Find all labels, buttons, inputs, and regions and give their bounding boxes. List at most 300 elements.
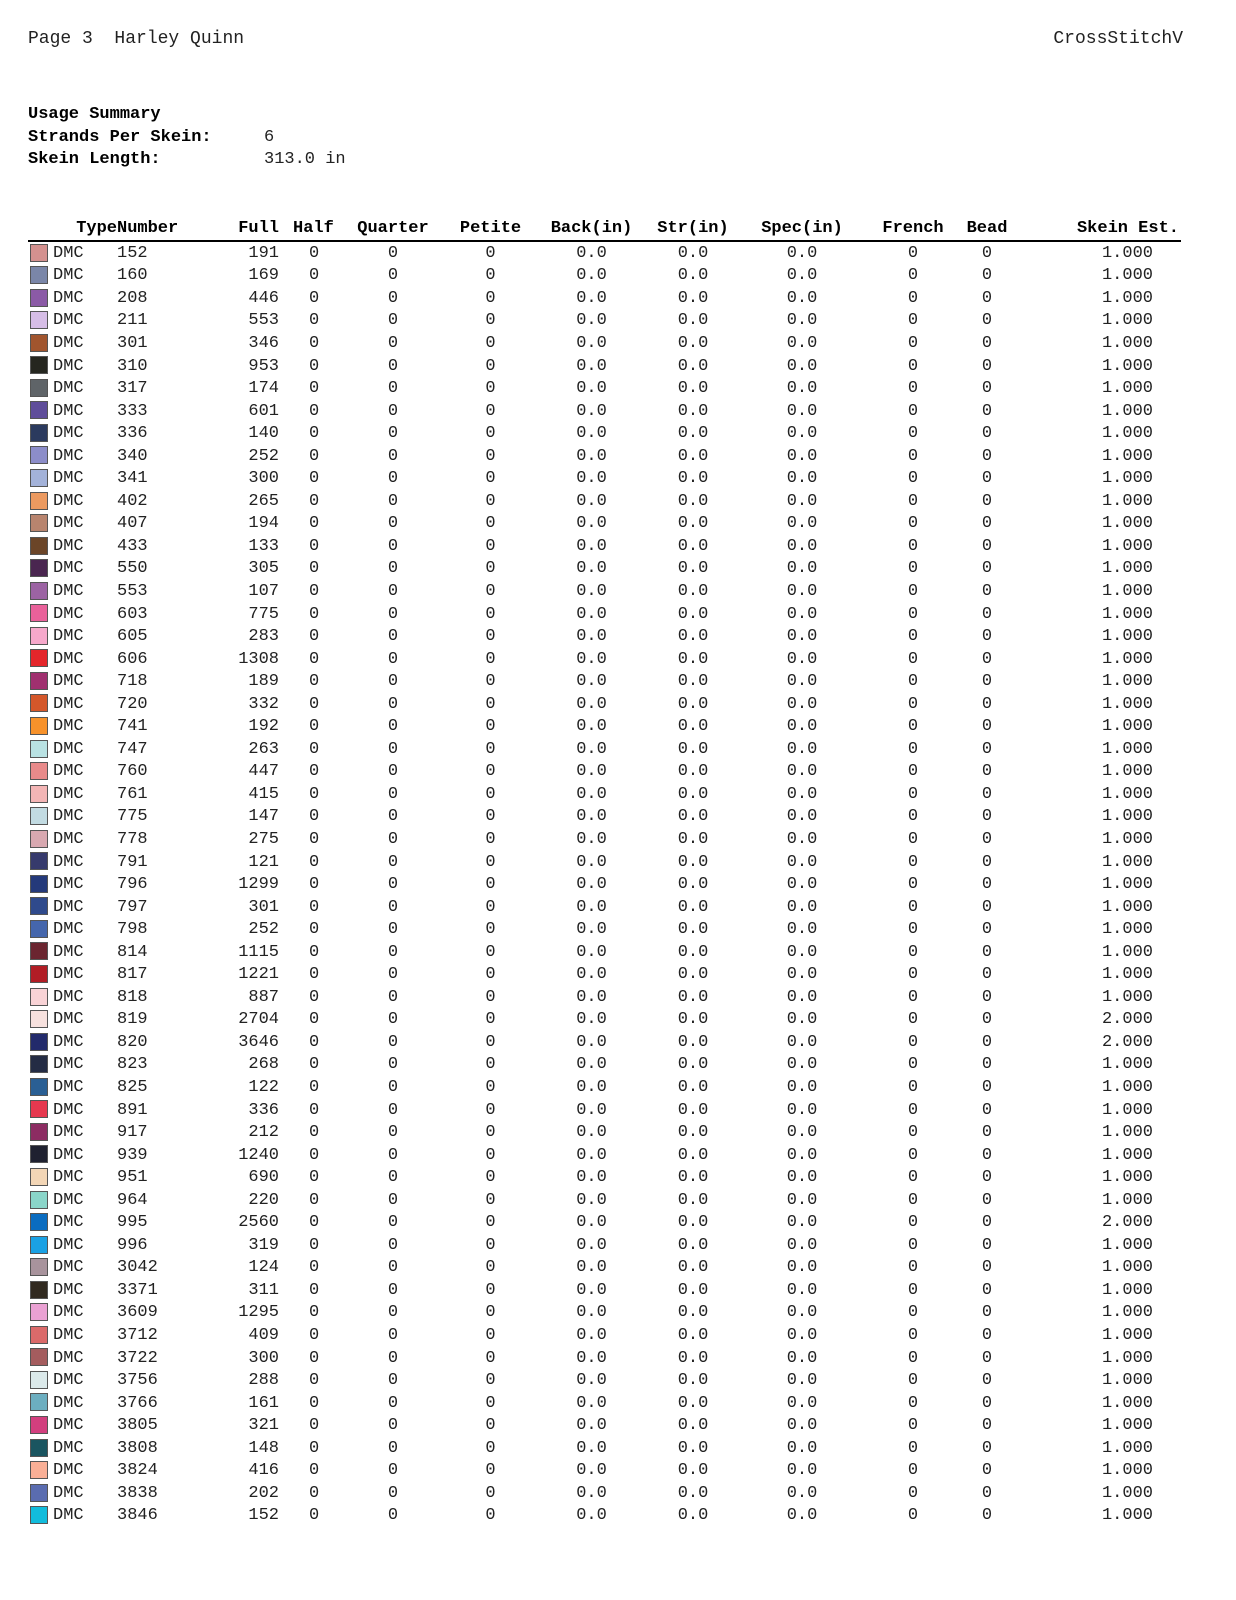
cell-bead: 0 <box>981 852 993 872</box>
color-swatch-icon <box>30 649 48 667</box>
cell-str: 0.0 <box>677 1506 709 1526</box>
cell-full: 202 <box>248 1483 279 1503</box>
cell-number: 301 <box>117 333 148 353</box>
cell-skein-est: 1.000 <box>1101 717 1153 737</box>
cell-quarter: 0 <box>387 1506 399 1526</box>
cell-swatch <box>28 1347 53 1370</box>
cell-petite: 0 <box>485 266 496 286</box>
cell-full: 300 <box>248 1348 279 1368</box>
cell-skein-est: 1.000 <box>1101 942 1153 962</box>
cell-skein-est: 1.000 <box>1101 1078 1153 1097</box>
cell-quarter: 0 <box>387 1213 399 1233</box>
cell-french: 0 <box>907 243 919 263</box>
cell-petite: 0 <box>485 333 496 353</box>
color-swatch-icon <box>30 266 48 284</box>
cell-spec: 0.0 <box>786 1348 818 1368</box>
summary-title: Usage Summary <box>28 105 161 124</box>
cell-spec: 0.0 <box>786 1416 818 1436</box>
cell-petite: 0 <box>485 1100 496 1120</box>
color-swatch-icon <box>30 1033 48 1051</box>
cell-bead: 0 <box>981 1258 993 1278</box>
cell-half: 0 <box>309 784 320 804</box>
cell-half: 0 <box>309 1010 320 1030</box>
cell-str: 0.0 <box>677 987 709 1007</box>
cell-swatch <box>28 670 53 693</box>
cell-petite: 0 <box>485 424 496 444</box>
table-row <box>28 400 1181 423</box>
cell-half: 0 <box>309 311 320 331</box>
color-swatch-icon <box>30 401 48 419</box>
table-row <box>28 828 1181 851</box>
cell-bead: 0 <box>981 424 993 444</box>
cell-bead: 0 <box>981 1123 993 1143</box>
cell-full: 192 <box>248 717 279 737</box>
cell-full: 124 <box>248 1258 279 1278</box>
cell-str: 0.0 <box>677 311 709 331</box>
cell-full: 2704 <box>238 1010 279 1030</box>
cell-full: 121 <box>248 852 279 872</box>
cell-back: 0.0 <box>576 446 607 466</box>
color-swatch-icon <box>30 1078 48 1096</box>
cell-str: 0.0 <box>677 1280 709 1300</box>
color-swatch-icon <box>30 1371 48 1389</box>
cell-type: DMC <box>53 536 84 556</box>
cell-skein-est: 1.000 <box>1101 1483 1153 1503</box>
color-swatch-icon <box>30 988 48 1006</box>
table-row <box>28 1009 1181 1032</box>
cell-bead: 0 <box>981 1100 993 1120</box>
table-header-row <box>28 216 1181 241</box>
cell-spec: 0.0 <box>786 288 818 308</box>
cell-number: 917 <box>117 1123 148 1143</box>
cell-half: 0 <box>309 829 320 849</box>
cell-swatch <box>28 490 53 513</box>
cell-swatch <box>28 625 53 648</box>
cell-half: 0 <box>309 852 320 872</box>
cell-full: 275 <box>248 829 279 849</box>
cell-spec: 0.0 <box>786 852 818 872</box>
cell-quarter: 0 <box>387 942 399 962</box>
cell-bead: 0 <box>981 1326 993 1346</box>
cell-spec: 0.0 <box>786 243 818 263</box>
cell-spec: 0.0 <box>786 1371 818 1391</box>
cell-full: 3646 <box>238 1032 279 1052</box>
cell-type: DMC <box>53 243 84 263</box>
cell-skein-est: 1.000 <box>1101 1461 1153 1481</box>
table-row <box>28 1076 1181 1099</box>
cell-petite: 0 <box>485 875 496 895</box>
cell-petite: 0 <box>485 1483 496 1503</box>
cell-bead: 0 <box>981 333 993 353</box>
cell-petite: 0 <box>485 514 496 534</box>
cell-number: 333 <box>117 401 148 421</box>
table-row <box>28 310 1181 333</box>
cell-swatch <box>28 1212 53 1235</box>
cell-swatch <box>28 1279 53 1302</box>
cell-str: 0.0 <box>677 243 709 263</box>
table-row <box>28 896 1181 919</box>
cell-petite: 0 <box>485 559 496 579</box>
cell-skein-est: 1.000 <box>1101 1438 1153 1458</box>
cell-skein-est: 1.000 <box>1101 356 1153 376</box>
cell-swatch <box>28 1302 53 1325</box>
cell-half: 0 <box>309 1235 320 1255</box>
cell-full: 263 <box>248 739 279 759</box>
cell-spec: 0.0 <box>786 356 818 376</box>
cell-half: 0 <box>309 581 320 601</box>
cell-type: DMC <box>53 559 84 579</box>
cell-half: 0 <box>309 1371 320 1391</box>
cell-swatch <box>28 918 53 941</box>
cell-french: 0 <box>907 333 919 353</box>
cell-full: 148 <box>248 1438 279 1458</box>
cell-half: 0 <box>309 1145 320 1165</box>
cell-bead: 0 <box>981 1416 993 1436</box>
table-row <box>28 445 1181 468</box>
cell-back: 0.0 <box>576 1258 607 1278</box>
cell-skein-est: 1.000 <box>1101 446 1153 466</box>
app-name: CrossStitchV <box>1053 29 1183 49</box>
table-row <box>28 1482 1181 1505</box>
cell-french: 0 <box>907 739 919 759</box>
cell-swatch <box>28 873 53 896</box>
color-swatch-icon <box>30 875 48 893</box>
cell-swatch <box>28 1099 53 1122</box>
table-row <box>28 918 1181 941</box>
cell-type: DMC <box>53 401 84 421</box>
cell-number: 778 <box>117 829 148 849</box>
cell-spec: 0.0 <box>786 266 818 286</box>
cell-number: 823 <box>117 1055 148 1075</box>
cell-full: 301 <box>248 897 279 917</box>
cell-bead: 0 <box>981 1393 993 1413</box>
cell-bead: 0 <box>981 1461 993 1481</box>
cell-skein-est: 1.000 <box>1101 875 1153 895</box>
cell-swatch <box>28 513 53 536</box>
cell-full: 953 <box>248 356 279 376</box>
cell-back: 0.0 <box>576 311 607 331</box>
cell-skein-est: 1.000 <box>1101 1393 1153 1413</box>
cell-quarter: 0 <box>387 1032 399 1052</box>
cell-number: 336 <box>117 424 148 444</box>
color-swatch-icon <box>30 1100 48 1118</box>
cell-french: 0 <box>907 672 919 692</box>
color-swatch-icon <box>30 492 48 510</box>
cell-quarter: 0 <box>387 672 399 692</box>
cell-number: 3042 <box>117 1258 158 1278</box>
cell-bead: 0 <box>981 401 993 421</box>
cell-number: 720 <box>117 694 148 714</box>
cell-spec: 0.0 <box>786 1010 818 1030</box>
cell-back: 0.0 <box>576 424 607 444</box>
cell-swatch <box>28 964 53 987</box>
cell-petite: 0 <box>485 1235 496 1255</box>
cell-back: 0.0 <box>576 1055 607 1075</box>
cell-quarter: 0 <box>387 987 399 1007</box>
cell-swatch <box>28 693 53 716</box>
cell-str: 0.0 <box>677 514 709 534</box>
cell-bead: 0 <box>981 1213 993 1233</box>
cell-number: 3609 <box>117 1303 158 1323</box>
cell-half: 0 <box>309 266 320 286</box>
cell-number: 747 <box>117 739 148 759</box>
cell-skein-est: 1.000 <box>1101 1100 1153 1120</box>
cell-full: 169 <box>248 266 279 286</box>
cell-french: 0 <box>907 1258 919 1278</box>
cell-bead: 0 <box>981 942 993 962</box>
cell-str: 0.0 <box>677 604 709 624</box>
cell-spec: 0.0 <box>786 717 818 737</box>
cell-type: DMC <box>53 1416 84 1436</box>
cell-quarter: 0 <box>387 356 399 376</box>
cell-petite: 0 <box>485 1168 496 1188</box>
cell-number: 606 <box>117 649 148 669</box>
cell-number: 761 <box>117 784 148 804</box>
color-swatch-icon <box>30 1168 48 1186</box>
color-swatch-icon <box>30 672 48 690</box>
cell-quarter: 0 <box>387 1145 399 1165</box>
cell-french: 0 <box>907 1100 919 1120</box>
cell-quarter: 0 <box>387 536 399 556</box>
table-row <box>28 1324 1181 1347</box>
cell-full: 220 <box>248 1190 279 1210</box>
cell-quarter: 0 <box>387 446 399 466</box>
cell-full: 553 <box>248 311 279 331</box>
cell-back: 0.0 <box>576 1483 607 1503</box>
cell-str: 0.0 <box>677 694 709 714</box>
cell-full: 447 <box>248 762 279 782</box>
cell-str: 0.0 <box>677 1145 709 1165</box>
cell-bead: 0 <box>981 356 993 376</box>
table-row <box>28 625 1181 648</box>
cell-back: 0.0 <box>576 1416 607 1436</box>
cell-swatch <box>28 1460 53 1483</box>
cell-spec: 0.0 <box>786 1145 818 1165</box>
cell-type: DMC <box>53 1055 84 1075</box>
cell-swatch <box>28 986 53 1009</box>
cell-full: 288 <box>248 1371 279 1391</box>
cell-french: 0 <box>907 514 919 534</box>
cell-skein-est: 1.000 <box>1101 1416 1153 1436</box>
cell-full: 122 <box>248 1078 279 1097</box>
cell-bead: 0 <box>981 649 993 669</box>
cell-skein-est: 1.000 <box>1101 1280 1153 1300</box>
cell-type: DMC <box>53 1258 84 1278</box>
cell-number: 340 <box>117 446 148 466</box>
cell-skein-est: 2.000 <box>1101 1213 1153 1233</box>
cell-number: 798 <box>117 920 148 940</box>
table-row <box>28 851 1181 874</box>
cell-skein-est: 1.000 <box>1101 762 1153 782</box>
cell-full: 265 <box>248 491 279 511</box>
cell-str: 0.0 <box>677 469 709 489</box>
table-row <box>28 670 1181 693</box>
cell-spec: 0.0 <box>786 627 818 647</box>
color-swatch-icon <box>30 604 48 622</box>
cell-french: 0 <box>907 627 919 647</box>
cell-spec: 0.0 <box>786 1235 818 1255</box>
color-swatch-icon <box>30 334 48 352</box>
cell-quarter: 0 <box>387 469 399 489</box>
cell-spec: 0.0 <box>786 1483 818 1503</box>
cell-str: 0.0 <box>677 356 709 376</box>
skein-length-row <box>28 149 346 172</box>
cell-quarter: 0 <box>387 829 399 849</box>
cell-back: 0.0 <box>576 1461 607 1481</box>
cell-quarter: 0 <box>387 1483 399 1503</box>
cell-back: 0.0 <box>576 897 607 917</box>
cell-french: 0 <box>907 401 919 421</box>
cell-type: DMC <box>53 1213 84 1233</box>
cell-bead: 0 <box>981 627 993 647</box>
cell-number: 208 <box>117 288 148 308</box>
cell-type: DMC <box>53 1123 84 1143</box>
cell-bead: 0 <box>981 446 993 466</box>
cell-swatch <box>28 1414 53 1437</box>
cell-type: DMC <box>53 739 84 759</box>
cell-str: 0.0 <box>677 1010 709 1030</box>
cell-bead: 0 <box>981 491 993 511</box>
cell-full: 416 <box>248 1461 279 1481</box>
cell-half: 0 <box>309 627 320 647</box>
cell-str: 0.0 <box>677 829 709 849</box>
cell-back: 0.0 <box>576 536 607 556</box>
cell-full: 283 <box>248 627 279 647</box>
cell-skein-est: 1.000 <box>1101 1145 1153 1165</box>
cell-petite: 0 <box>485 379 496 399</box>
cell-quarter: 0 <box>387 1010 399 1030</box>
color-swatch-icon <box>30 830 48 848</box>
cell-full: 2560 <box>238 1213 279 1233</box>
cell-spec: 0.0 <box>786 897 818 917</box>
cell-full: 252 <box>248 920 279 940</box>
cell-swatch <box>28 738 53 761</box>
color-swatch-icon <box>30 1439 48 1457</box>
cell-back: 0.0 <box>576 1010 607 1030</box>
cell-swatch <box>28 535 53 558</box>
cell-back: 0.0 <box>576 1506 607 1526</box>
cell-half: 0 <box>309 1303 320 1323</box>
cell-petite: 0 <box>485 942 496 962</box>
color-swatch-icon <box>30 1145 48 1163</box>
cell-full: 1299 <box>238 875 279 895</box>
cell-back: 0.0 <box>576 1303 607 1323</box>
cell-back: 0.0 <box>576 514 607 534</box>
cell-bead: 0 <box>981 536 993 556</box>
cell-spec: 0.0 <box>786 604 818 624</box>
cell-french: 0 <box>907 717 919 737</box>
cell-skein-est: 1.000 <box>1101 694 1153 714</box>
cell-french: 0 <box>907 807 919 827</box>
table-row <box>28 1144 1181 1167</box>
cell-bead: 0 <box>981 1280 993 1300</box>
cell-number: 160 <box>117 266 148 286</box>
cell-quarter: 0 <box>387 807 399 827</box>
cell-quarter: 0 <box>387 559 399 579</box>
color-swatch-icon <box>30 582 48 600</box>
cell-back: 0.0 <box>576 1168 607 1188</box>
cell-swatch <box>28 332 53 355</box>
cell-quarter: 0 <box>387 717 399 737</box>
table-row <box>28 265 1181 288</box>
color-swatch-icon <box>30 897 48 915</box>
cell-quarter: 0 <box>387 965 399 985</box>
color-swatch-icon <box>30 1191 48 1209</box>
cell-french: 0 <box>907 469 919 489</box>
cell-french: 0 <box>907 1280 919 1300</box>
table-row <box>28 986 1181 1009</box>
cell-back: 0.0 <box>576 987 607 1007</box>
cell-back: 0.0 <box>576 784 607 804</box>
table-row <box>28 513 1181 536</box>
cell-number: 3756 <box>117 1371 158 1391</box>
cell-type: DMC <box>53 920 84 940</box>
cell-petite: 0 <box>485 446 496 466</box>
cell-skein-est: 1.000 <box>1101 1055 1153 1075</box>
usage-table <box>28 216 1181 1527</box>
cell-bead: 0 <box>981 694 993 714</box>
cell-swatch <box>28 1234 53 1257</box>
cell-type: DMC <box>53 1506 84 1526</box>
cell-type: DMC <box>53 1078 84 1097</box>
color-swatch-icon <box>30 942 48 960</box>
cell-type: DMC <box>53 1348 84 1368</box>
color-swatch-icon <box>30 627 48 645</box>
col-number: Number <box>117 216 197 241</box>
cell-quarter: 0 <box>387 266 399 286</box>
cell-str: 0.0 <box>677 965 709 985</box>
col-quarter: Quarter <box>343 216 443 241</box>
cell-half: 0 <box>309 1055 320 1075</box>
table-row <box>28 693 1181 716</box>
cell-str: 0.0 <box>677 446 709 466</box>
cell-bead: 0 <box>981 875 993 895</box>
cell-number: 310 <box>117 356 148 376</box>
cell-bead: 0 <box>981 559 993 579</box>
cell-skein-est: 1.000 <box>1101 604 1153 624</box>
color-swatch-icon <box>30 965 48 983</box>
cell-half: 0 <box>309 514 320 534</box>
table-row <box>28 422 1181 445</box>
cell-number: 3824 <box>117 1461 158 1481</box>
cell-french: 0 <box>907 965 919 985</box>
cell-back: 0.0 <box>576 717 607 737</box>
cell-back: 0.0 <box>576 852 607 872</box>
cell-back: 0.0 <box>576 333 607 353</box>
cell-type: DMC <box>53 424 84 444</box>
cell-str: 0.0 <box>677 1461 709 1481</box>
cell-back: 0.0 <box>576 942 607 962</box>
cell-french: 0 <box>907 356 919 376</box>
cell-full: 300 <box>248 469 279 489</box>
page-number: Page 3 <box>28 29 93 49</box>
cell-french: 0 <box>907 559 919 579</box>
cell-bead: 0 <box>981 1168 993 1188</box>
table-row <box>28 1392 1181 1415</box>
cell-type: DMC <box>53 965 84 985</box>
cell-french: 0 <box>907 1078 919 1097</box>
cell-bead: 0 <box>981 784 993 804</box>
color-swatch-icon <box>30 694 48 712</box>
cell-str: 0.0 <box>677 1348 709 1368</box>
cell-swatch <box>28 806 53 829</box>
cell-french: 0 <box>907 581 919 601</box>
cell-french: 0 <box>907 920 919 940</box>
color-swatch-icon <box>30 1303 48 1321</box>
color-swatch-icon <box>30 740 48 758</box>
cell-french: 0 <box>907 1371 919 1391</box>
cell-french: 0 <box>907 1032 919 1052</box>
